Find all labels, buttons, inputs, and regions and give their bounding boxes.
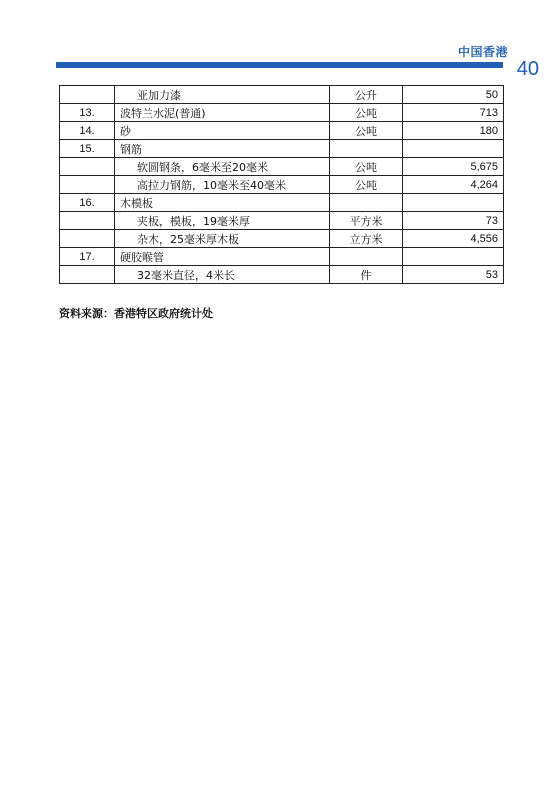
table-row <box>60 140 504 158</box>
item-name: 32毫米直径，4米长 <box>115 266 330 284</box>
unit-cell: 立方米 <box>330 230 403 248</box>
materials-table <box>59 85 504 284</box>
item-name: 亚加力漆 <box>115 86 330 104</box>
row-number: 13. <box>60 104 115 122</box>
item-name: 砂 <box>115 122 330 140</box>
quantity-cell <box>403 140 504 158</box>
header-divider <box>56 62 503 68</box>
table-row <box>60 212 504 230</box>
item-name: 波特兰水泥(普通) <box>115 104 330 122</box>
row-number <box>60 266 115 284</box>
unit-cell: 公升 <box>330 86 403 104</box>
item-name: 木模板 <box>115 194 330 212</box>
item-name: 钢筋 <box>115 140 330 158</box>
unit-cell: 公吨 <box>330 158 403 176</box>
row-number <box>60 176 115 194</box>
unit-cell: 公吨 <box>330 122 403 140</box>
item-name: 杂木，25毫米厚木板 <box>115 230 330 248</box>
table-row <box>60 122 504 140</box>
item-name: 硬胶喉管 <box>115 248 330 266</box>
quantity-cell <box>403 194 504 212</box>
row-number: 15. <box>60 140 115 158</box>
table-row <box>60 194 504 212</box>
table-row <box>60 248 504 266</box>
table-row <box>60 230 504 248</box>
section-title: 中国香港 <box>457 45 508 59</box>
item-name: 软圆钢条，6毫米至20毫米 <box>115 158 330 176</box>
unit-cell <box>330 248 403 266</box>
page-number: 40 <box>516 58 539 80</box>
unit-cell <box>330 194 403 212</box>
quantity-cell: 4,264 <box>403 176 504 194</box>
unit-cell <box>330 140 403 158</box>
table-row <box>60 266 504 284</box>
quantity-cell: 4,556 <box>403 230 504 248</box>
quantity-cell: 73 <box>403 212 504 230</box>
quantity-cell <box>403 248 504 266</box>
row-number: 16. <box>60 194 115 212</box>
row-number <box>60 212 115 230</box>
quantity-cell: 50 <box>403 86 504 104</box>
unit-cell: 件 <box>330 266 403 284</box>
unit-cell: 公吨 <box>330 104 403 122</box>
table-row <box>60 176 504 194</box>
table-row <box>60 86 504 104</box>
item-name: 夹板，模板，19毫米厚 <box>115 212 330 230</box>
quantity-cell: 5,675 <box>403 158 504 176</box>
unit-cell: 平方米 <box>330 212 403 230</box>
row-number: 14. <box>60 122 115 140</box>
quantity-cell: 180 <box>403 122 504 140</box>
source-note: 资料来源：香港特区政府统计处 <box>59 307 213 320</box>
row-number <box>60 86 115 104</box>
unit-cell: 公吨 <box>330 176 403 194</box>
quantity-cell: 53 <box>403 266 504 284</box>
table-row <box>60 158 504 176</box>
row-number <box>60 158 115 176</box>
row-number: 17. <box>60 248 115 266</box>
quantity-cell: 713 <box>403 104 504 122</box>
table-row <box>60 104 504 122</box>
item-name: 高拉力钢筋，10毫米至40毫米 <box>115 176 330 194</box>
row-number <box>60 230 115 248</box>
